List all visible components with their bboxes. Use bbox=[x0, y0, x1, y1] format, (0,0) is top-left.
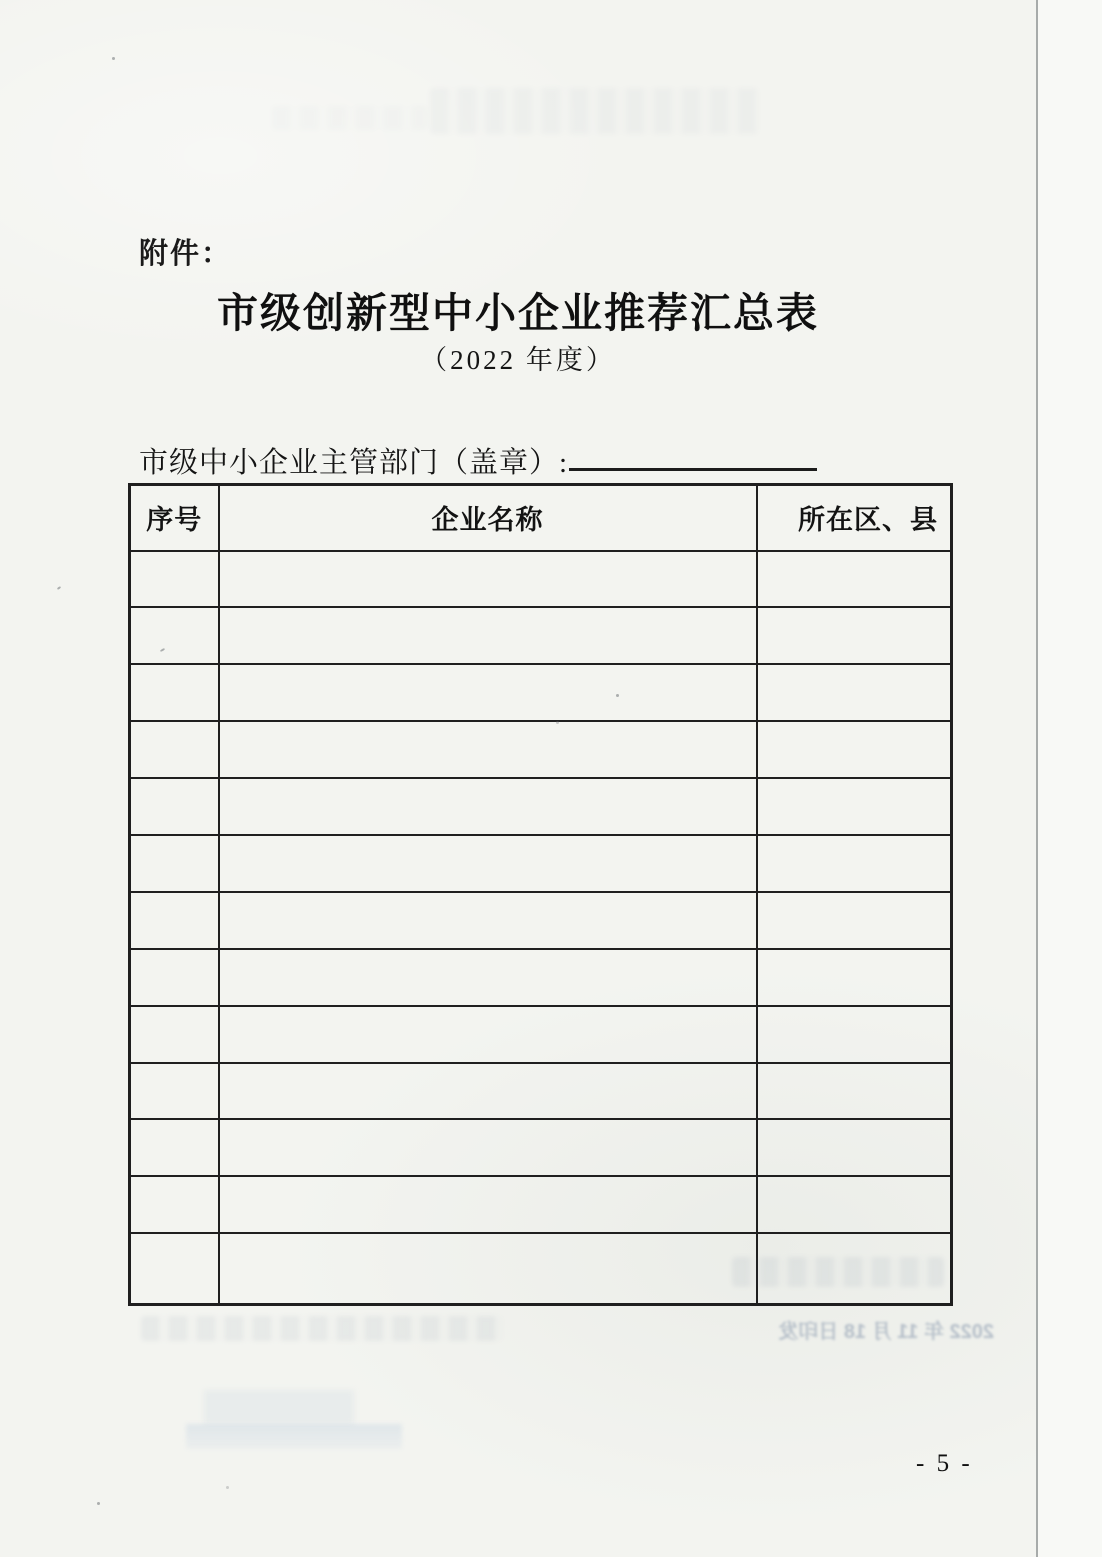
table-cell-empty bbox=[219, 721, 757, 778]
table-row bbox=[130, 721, 952, 778]
table-row bbox=[130, 1006, 952, 1063]
bleedthrough-mirrored-date-text: 2022 年 11 月 18 日印发 bbox=[778, 1321, 994, 1343]
table-cell-empty bbox=[757, 892, 952, 949]
table-cell-empty bbox=[757, 1063, 952, 1120]
table-cell-empty bbox=[130, 1119, 219, 1176]
table-cell-empty bbox=[219, 607, 757, 664]
table-cell-empty bbox=[130, 551, 219, 608]
company-roster-table bbox=[128, 483, 953, 1306]
bleedthrough-smudge-top bbox=[430, 88, 760, 134]
table-cell-empty bbox=[757, 607, 952, 664]
table-row bbox=[130, 835, 952, 892]
table-cell-empty bbox=[757, 721, 952, 778]
table-cell-empty bbox=[130, 1176, 219, 1233]
table-cell-empty bbox=[219, 1006, 757, 1063]
table-cell-empty bbox=[219, 551, 757, 608]
table-row bbox=[130, 551, 952, 608]
page-number: - 5 - bbox=[916, 1450, 973, 1477]
scan-speck bbox=[57, 586, 61, 590]
table-row bbox=[130, 1176, 952, 1233]
column-header-company-name: 企业名称 bbox=[219, 485, 757, 551]
bleedthrough-smudge-issuer-line bbox=[141, 1316, 503, 1341]
column-header-district: 所在区、县 bbox=[757, 485, 952, 551]
table-cell-empty bbox=[757, 664, 952, 721]
table-row bbox=[130, 949, 952, 1006]
table-body bbox=[130, 551, 952, 1305]
table-header-row bbox=[130, 485, 952, 551]
table-cell-empty bbox=[757, 778, 952, 835]
scan-speck bbox=[616, 694, 619, 697]
table-row bbox=[130, 1063, 952, 1120]
table-cell-empty bbox=[219, 664, 757, 721]
table-row bbox=[130, 778, 952, 835]
scan-right-margin bbox=[1038, 0, 1102, 1557]
bleedthrough-smudge-top-left bbox=[272, 106, 427, 130]
table-cell-empty bbox=[757, 1176, 952, 1233]
table-cell-empty bbox=[757, 1006, 952, 1063]
table-cell-empty bbox=[130, 892, 219, 949]
table-cell-empty bbox=[219, 1063, 757, 1120]
table-cell-empty bbox=[130, 721, 219, 778]
table-row bbox=[130, 892, 952, 949]
table-row bbox=[130, 1119, 952, 1176]
bleedthrough-blue-haze bbox=[204, 1390, 354, 1424]
table-cell-empty bbox=[757, 835, 952, 892]
table-cell-empty bbox=[130, 949, 219, 1006]
table-cell-empty bbox=[130, 1233, 219, 1304]
table-cell-empty bbox=[130, 664, 219, 721]
scan-speck bbox=[556, 721, 559, 724]
table-cell-empty bbox=[130, 835, 219, 892]
table-row bbox=[130, 664, 952, 721]
document-title: 市级创新型中小企业推荐汇总表 bbox=[217, 289, 819, 337]
table-cell-empty bbox=[219, 949, 757, 1006]
attachment-label: 附件： bbox=[139, 238, 233, 270]
table-cell-empty bbox=[130, 1006, 219, 1063]
table-cell-empty bbox=[757, 551, 952, 608]
table-cell-empty bbox=[219, 1176, 757, 1233]
table-cell-empty bbox=[219, 778, 757, 835]
scan-speck bbox=[112, 57, 115, 60]
document-subtitle: （2022 年度） bbox=[420, 345, 616, 375]
table-cell-empty bbox=[130, 1063, 219, 1120]
table-cell-empty bbox=[757, 1119, 952, 1176]
table-cell-empty bbox=[130, 778, 219, 835]
scan-speck bbox=[97, 1502, 100, 1505]
table-cell-empty bbox=[130, 607, 219, 664]
table-cell-empty bbox=[219, 892, 757, 949]
table-cell-empty bbox=[757, 949, 952, 1006]
scan-page-edge-line bbox=[1036, 0, 1038, 1557]
bleedthrough-smudge-bottom-cell bbox=[732, 1257, 944, 1287]
table-cell-empty bbox=[219, 1119, 757, 1176]
column-header-index: 序号 bbox=[130, 485, 219, 551]
bleedthrough-blue-band bbox=[186, 1424, 402, 1449]
table-cell-empty bbox=[219, 835, 757, 892]
table-cell-empty bbox=[219, 1233, 757, 1304]
stamp-line-label: 市级中小企业主管部门（盖章）: bbox=[139, 447, 569, 479]
table-row bbox=[130, 607, 952, 664]
stamp-blank-underline bbox=[569, 468, 817, 471]
scan-speck bbox=[226, 1486, 229, 1489]
